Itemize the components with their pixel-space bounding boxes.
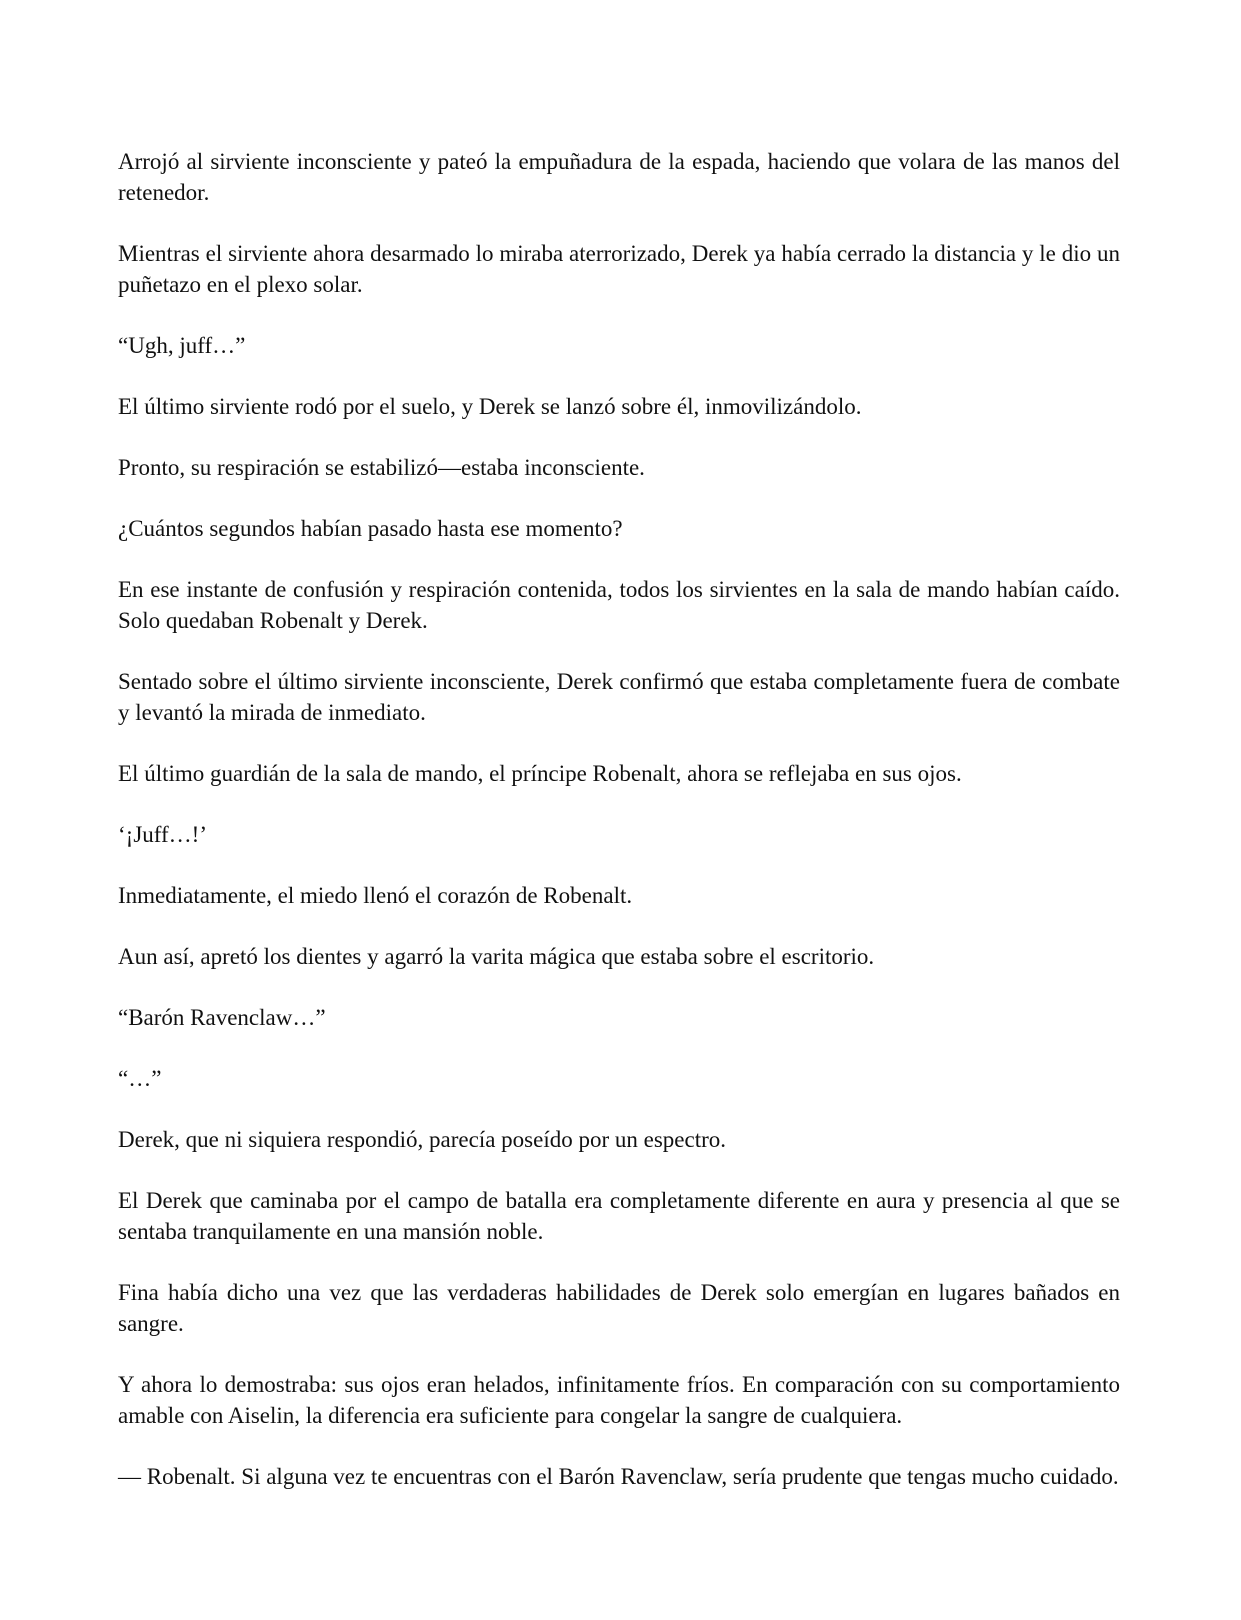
paragraph: El último sirviente rodó por el suelo, y Derek se lanzó sobre él, inmovilizándolo.: [118, 394, 862, 419]
paragraph: Arrojó al sirviente inconsciente y pateó la empuñadura de la espada, haciendo que volara de las manos del retenedor.: [118, 149, 1120, 205]
paragraph: El Derek que caminaba por el campo de batalla era completamente diferente en aura y presencia al que se sentaba tranquilamente en una mansión noble.: [118, 1188, 1120, 1244]
paragraph: ¿Cuántos segundos habían pasado hasta ese momento?: [118, 516, 623, 541]
paragraph: Derek, que ni siquiera respondió, parecía poseído por un espectro.: [118, 1127, 727, 1152]
paragraph: Sentado sobre el último sirviente inconsciente, Derek confirmó que estaba completamente fuera de combate y levantó la mirada de inmediato.: [118, 669, 1120, 725]
paragraph: El último guardián de la sala de mando, el príncipe Robenalt, ahora se reflejaba en sus ojos.: [118, 761, 962, 786]
paragraph: Inmediatamente, el miedo llenó el corazón de Robenalt.: [118, 883, 633, 908]
dialogue-line: “Barón Ravenclaw…”: [118, 1005, 326, 1030]
paragraph: Pronto, su respiración se estabilizó—estaba inconsciente.: [118, 455, 645, 480]
paragraph: Aun así, apretó los dientes y agarró la varita mágica que estaba sobre el escritorio.: [118, 944, 875, 969]
thought-line: ‘¡Juff…!’: [118, 822, 207, 847]
paragraph: En ese instante de confusión y respiración contenida, todos los sirvientes en la sala de mando habían caído. Solo quedaban Robenalt y Derek.: [118, 577, 1120, 633]
document-page: [118, 146, 1120, 1522]
paragraph: Mientras el sirviente ahora desarmado lo miraba aterrorizado, Derek ya había cerrado la distancia y le dio un puñetazo en el plexo solar.: [118, 241, 1120, 297]
paragraph: Y ahora lo demostraba: sus ojos eran helados, infinitamente fríos. En comparación con su comportamiento amable con Aiselin, la diferencia era suficiente para congelar la sangre de cualquiera.: [118, 1372, 1120, 1428]
dialogue-line: “Ugh, juff…”: [118, 333, 246, 358]
dialogue-line: “…”: [118, 1066, 162, 1091]
paragraph: — Robenalt. Si alguna vez te encuentras con el Barón Ravenclaw, sería prudente que tengas mucho cuidado.: [118, 1464, 1119, 1489]
paragraph: Fina había dicho una vez que las verdaderas habilidades de Derek solo emergían en lugares bañados en sangre.: [118, 1280, 1120, 1336]
